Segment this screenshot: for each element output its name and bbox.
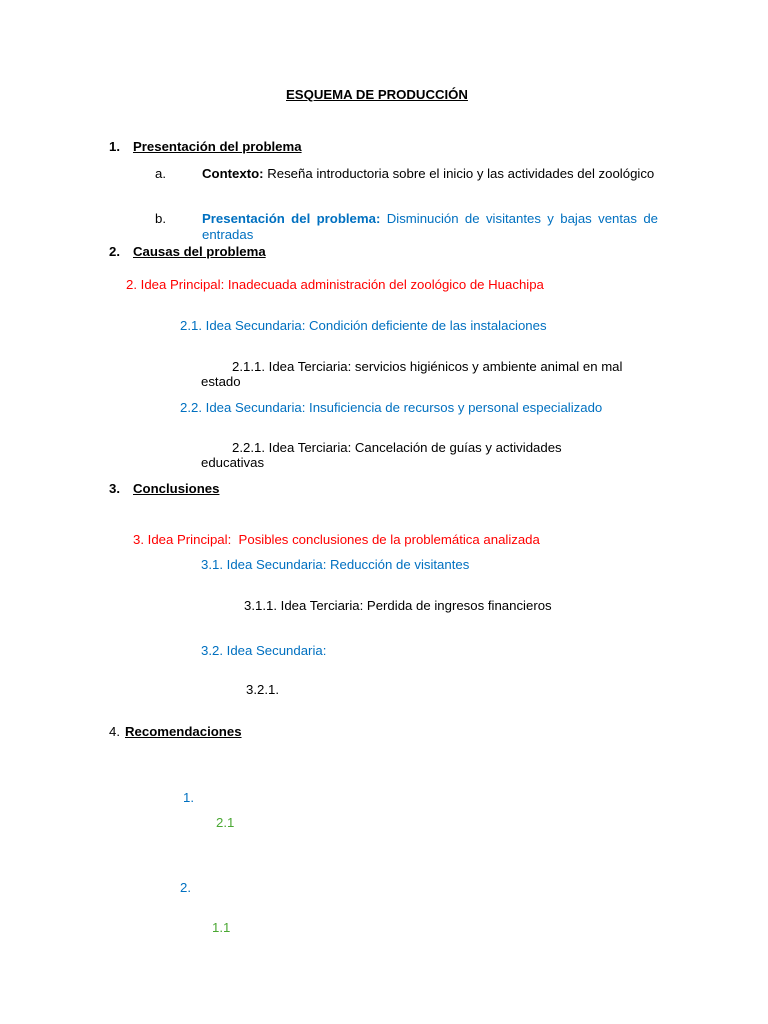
- section-2-tertiary-idea-1-line2: estado: [201, 374, 241, 389]
- section-2-secondary-idea-2: 2.2. Idea Secundaria: Insuficiencia de recursos y personal especializado: [180, 400, 603, 415]
- item-a-text: Reseña introductoria sobre el inicio y las actividades del zoológico: [267, 166, 655, 181]
- recommendation-item-1: 1.: [183, 790, 194, 805]
- section-3-secondary-idea-1: 3.1. Idea Secundaria: Reducción de visitantes: [201, 557, 470, 572]
- recommendation-subitem-2: 1.1: [212, 920, 231, 935]
- section-3-tertiary-idea-1: 3.1.1. Idea Terciaria: Perdida de ingresos financieros: [244, 598, 552, 613]
- section-2-number: 2.: [109, 244, 120, 259]
- item-a-label: Contexto:: [202, 166, 264, 181]
- section-2-principal-idea: 2. Idea Principal: Inadecuada administración del zoológico de Huachipa: [126, 277, 544, 292]
- item-a-marker: a.: [155, 166, 166, 181]
- section-2-tertiary-idea-2-line2: educativas: [201, 455, 265, 470]
- recommendation-item-2: 2.: [180, 880, 191, 895]
- section-4-number: 4.: [109, 724, 120, 739]
- item-b-marker: b.: [155, 211, 166, 226]
- section-3-principal-idea: 3. Idea Principal: Posibles conclusiones de la problemática analizada: [133, 532, 540, 547]
- section-4-heading: Recomendaciones: [125, 724, 242, 739]
- section-3-tertiary-idea-2: 3.2.1.: [246, 682, 279, 697]
- section-2-tertiary-idea-1-line1: 2.1.1. Idea Terciaria: servicios higiénicos y ambiente animal en mal: [232, 359, 623, 374]
- section-1-heading: Presentación del problema: [133, 139, 302, 154]
- item-b-label: Presentación del problema:: [202, 211, 381, 226]
- section-3-secondary-idea-2: 3.2. Idea Secundaria:: [201, 643, 327, 658]
- item-b-text: Disminución de visitantes y bajas ventas de entradas: [202, 211, 659, 242]
- section-1-number: 1.: [109, 139, 120, 154]
- item-a-paragraph: [202, 166, 658, 182]
- document-title: ESQUEMA DE PRODUCCIÓN: [286, 87, 468, 102]
- section-2-heading: Causas del problema: [133, 244, 266, 259]
- section-3-number: 3.: [109, 481, 120, 496]
- section-2-tertiary-idea-2-line1: 2.2.1. Idea Terciaria: Cancelación de guías y actividades: [232, 440, 562, 455]
- section-3-heading: Conclusiones: [133, 481, 220, 496]
- item-b-paragraph: [202, 211, 658, 243]
- section-2-secondary-idea-1: 2.1. Idea Secundaria: Condición deficiente de las instalaciones: [180, 318, 547, 333]
- recommendation-subitem-1: 2.1: [216, 815, 235, 830]
